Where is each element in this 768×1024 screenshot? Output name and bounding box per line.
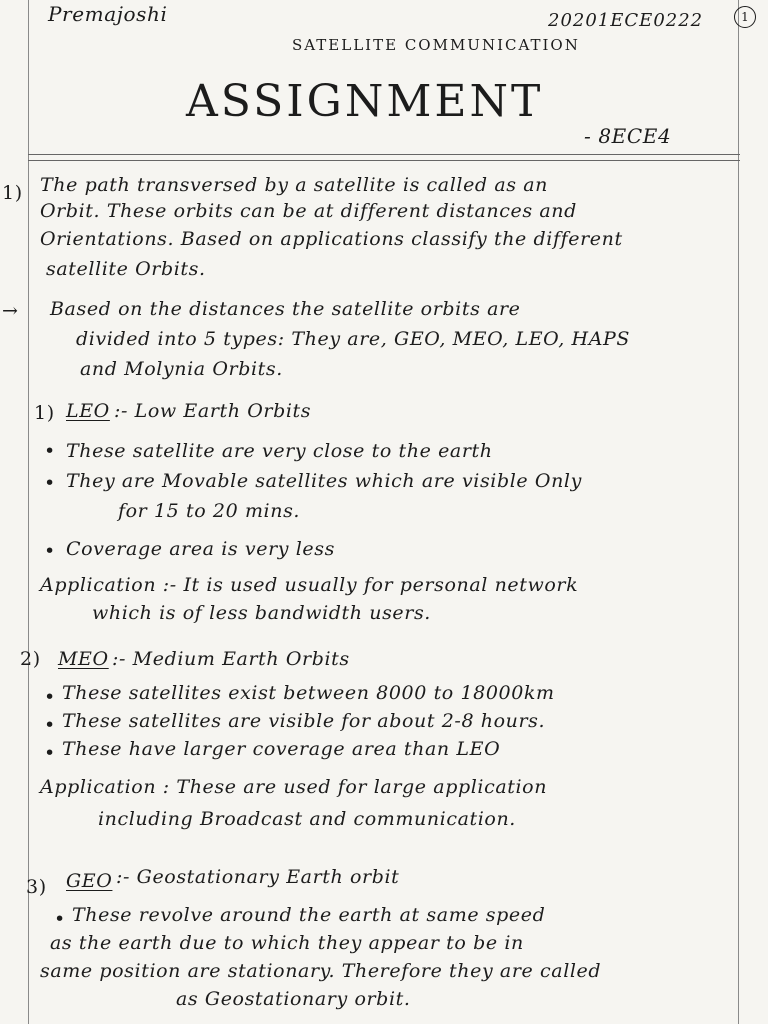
question-line: Orbit. These orbits can be at different distances and <box>40 200 577 222</box>
answer-arrow: → <box>2 300 19 322</box>
bullet-text: They are Movable satellites which are visible Only <box>66 470 582 492</box>
bullet-dot: • <box>44 472 56 494</box>
bullet-text: These satellites exist between 8000 to 18000km <box>62 682 555 704</box>
roll-number: 20201ECE0222 <box>548 10 704 31</box>
section-title-meo: :- Medium Earth Orbits <box>112 648 350 670</box>
question-line: satellite Orbits. <box>46 258 206 280</box>
section-title-geo: :- Geostationary Earth orbit <box>116 866 400 888</box>
answer-line: and Molynia Orbits. <box>80 358 283 380</box>
question-line: The path transversed by a satellite is called as an <box>40 174 549 196</box>
answer-line: divided into 5 types: They are, GEO, MEO, LEO, HAPS <box>76 328 631 350</box>
bullet-continuation: as the earth due to which they appear to be in <box>50 932 524 954</box>
section-title-leo: :- Low Earth Orbits <box>114 400 312 422</box>
application-line: which is of less bandwidth users. <box>92 602 431 624</box>
application-line: Application : These are used for large application <box>40 776 548 798</box>
section-number: 1) <box>34 402 55 424</box>
bullet-dot: • <box>44 540 56 562</box>
page-number: 1 <box>734 6 756 28</box>
section-number: 2) <box>20 648 41 670</box>
answer-line: Based on the distances the satellite orbits are <box>50 298 521 320</box>
section-abbr-meo: MEO <box>58 648 109 670</box>
bullet-dot: • <box>44 440 56 462</box>
subject-title: SATELLITE COMMUNICATION <box>292 36 580 54</box>
header-rule-bottom <box>28 160 740 161</box>
bullet-text: Coverage area is very less <box>66 538 335 560</box>
bullet-dot: • <box>44 686 56 708</box>
bullet-text: These satellite are very close to the earth <box>66 440 493 462</box>
bullet-continuation: for 15 to 20 mins. <box>118 500 301 522</box>
application-line: Application :- It is used usually for personal network <box>40 574 579 596</box>
section-abbr-leo: LEO <box>66 400 110 422</box>
section-number: 3) <box>26 876 47 898</box>
application-line: including Broadcast and communication. <box>98 808 516 830</box>
header-rule-top <box>28 154 740 155</box>
section-abbr-geo: GEO <box>66 870 113 892</box>
bullet-dot: • <box>54 908 66 930</box>
bullet-continuation: as Geostationary orbit. <box>176 988 411 1010</box>
bullet-continuation: same position are stationary. Therefore they are called <box>40 960 602 982</box>
bullet-dot: • <box>44 742 56 764</box>
bullet-text: These satellites are visible for about 2-8 hours. <box>62 710 546 732</box>
student-name: Premajoshi <box>48 2 168 26</box>
bullet-text: These revolve around the earth at same speed <box>72 904 546 926</box>
page-title: ASSIGNMENT <box>186 76 544 127</box>
course-code: - 8ECE4 <box>584 124 672 148</box>
question-number: 1) <box>2 182 23 204</box>
bullet-dot: • <box>44 714 56 736</box>
question-line: Orientations. Based on applications classify the different <box>40 228 623 250</box>
bullet-text: These have larger coverage area than LEO <box>62 738 501 760</box>
